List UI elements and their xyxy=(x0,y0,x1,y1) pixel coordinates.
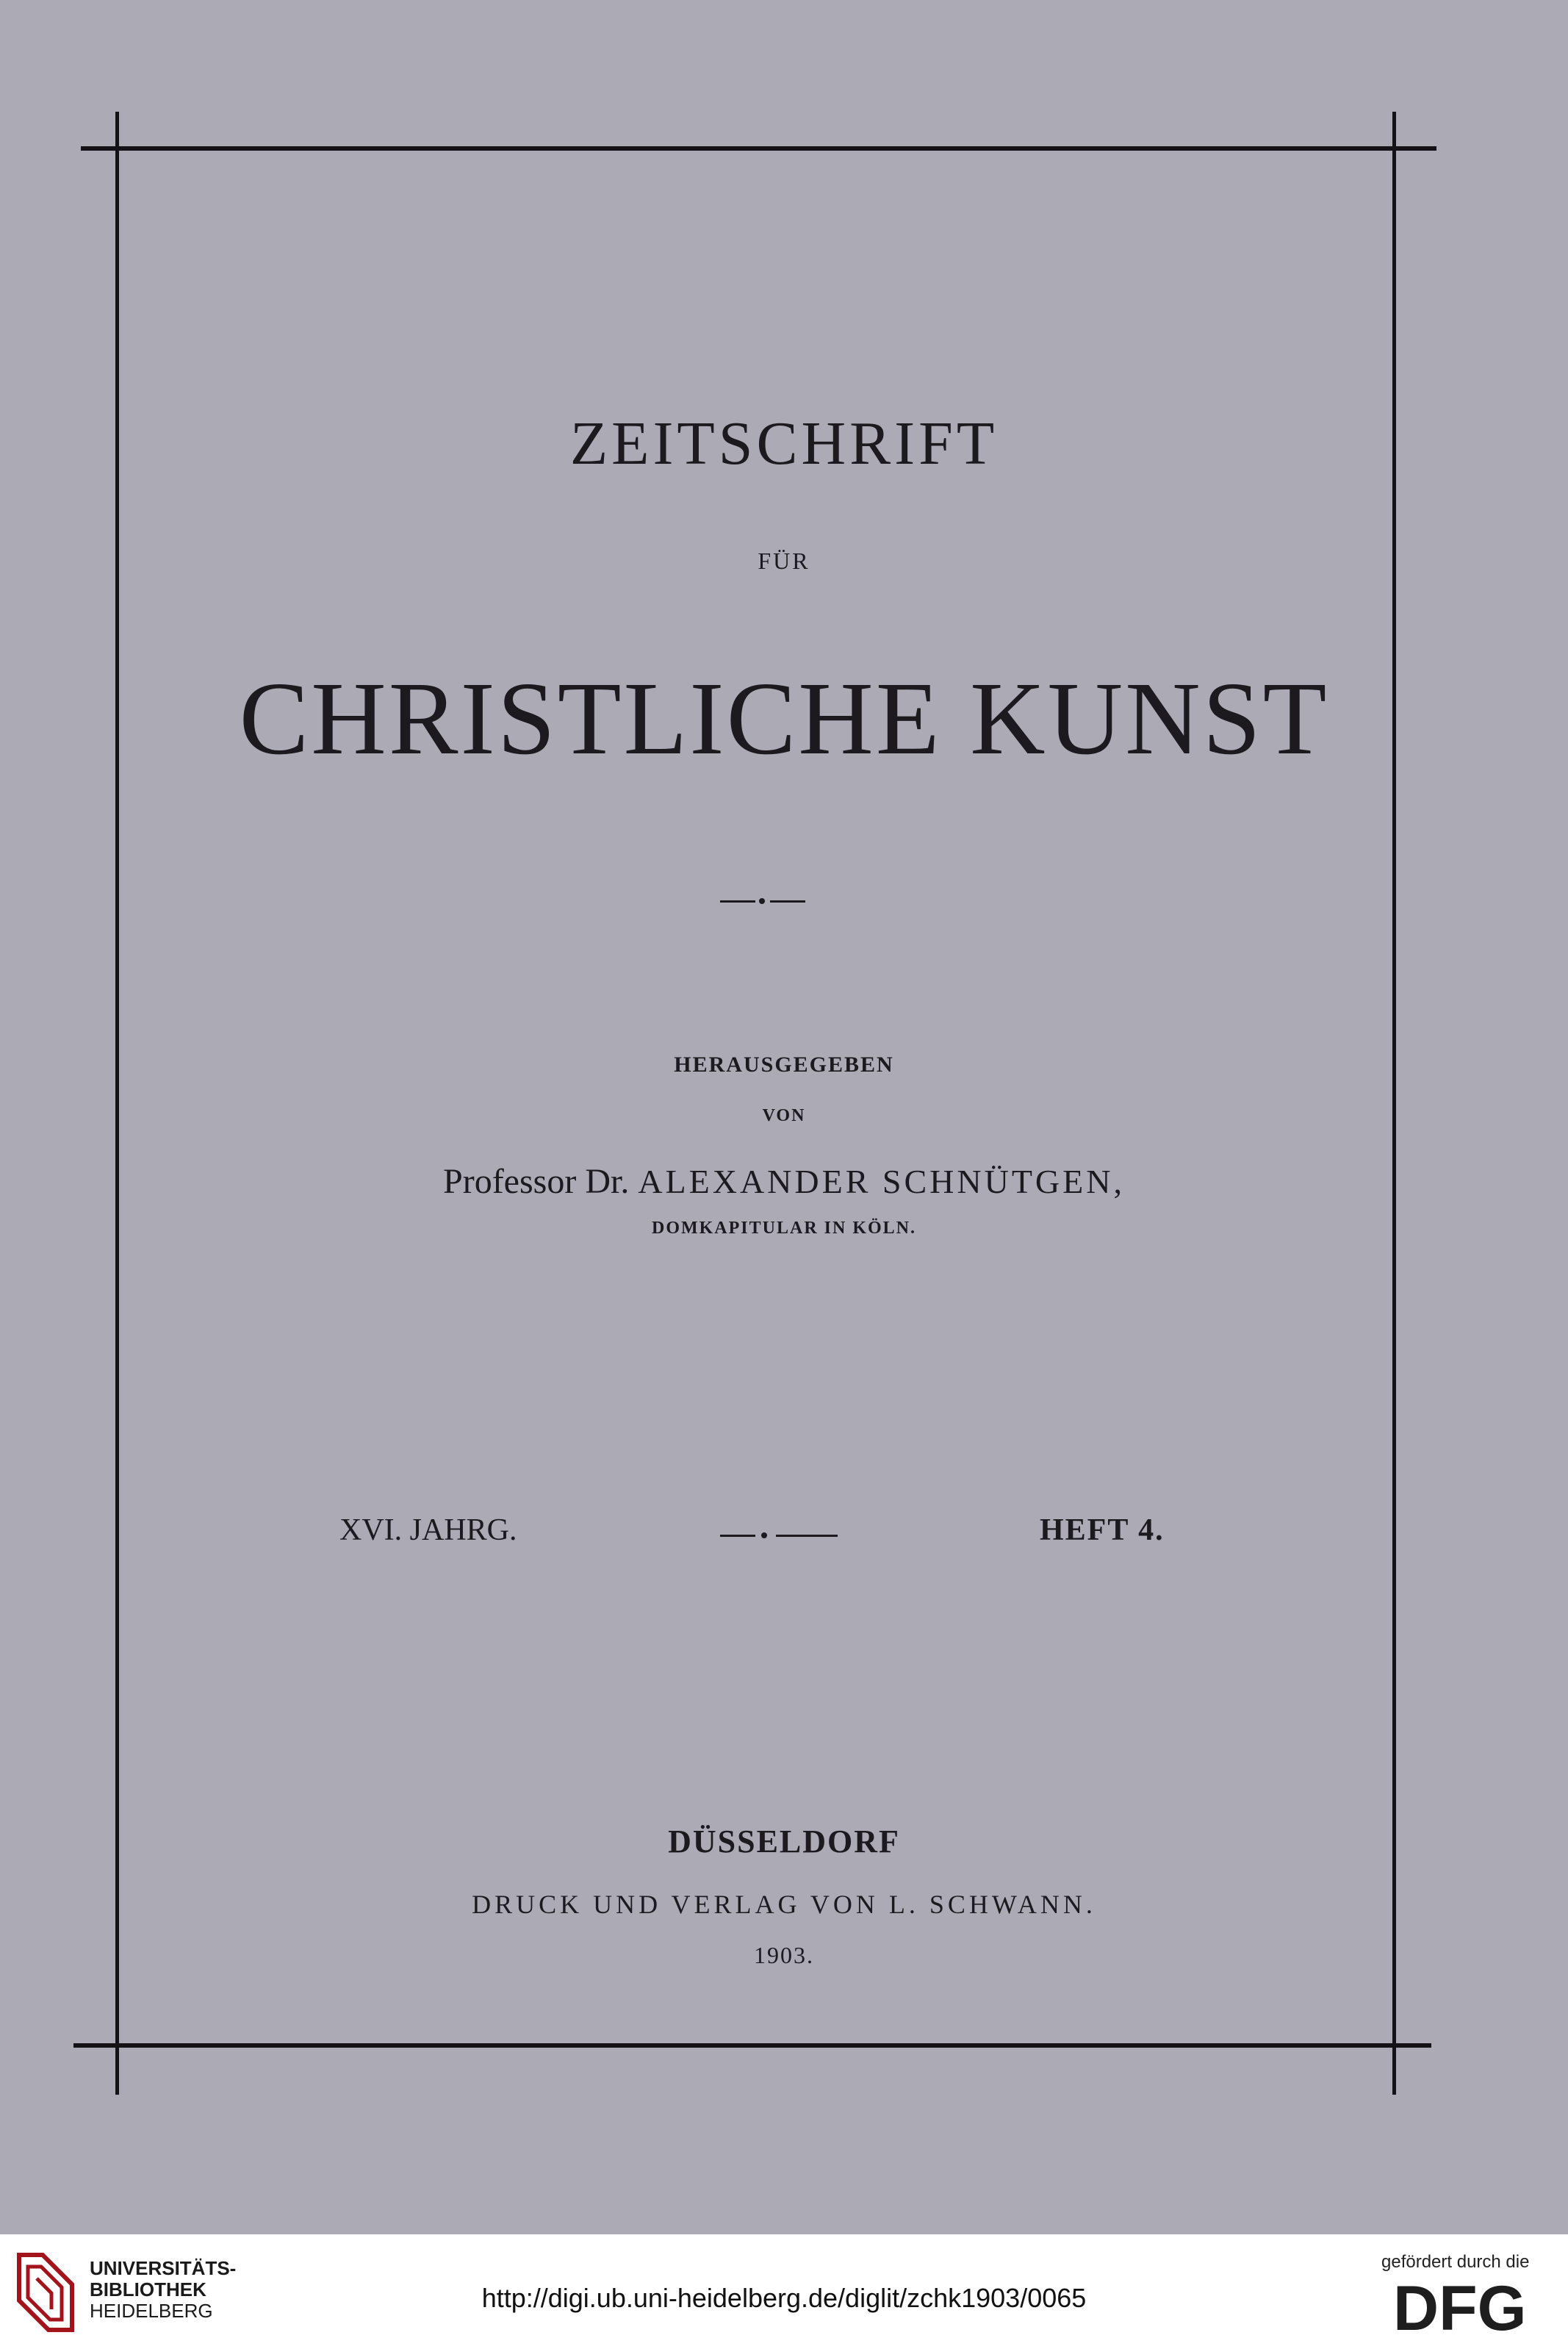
editor-role: DOMKAPITULAR IN KÖLN. xyxy=(651,1219,916,1238)
funder-caption: gefördert durch die xyxy=(1381,2252,1530,2272)
editor-von: VON xyxy=(762,1106,806,1125)
publication-year: 1903. xyxy=(754,1942,814,1968)
editor-line xyxy=(0,1161,1568,1202)
dfg-logo-icon xyxy=(1393,2278,1555,2337)
frame-bottom-line xyxy=(73,2043,1431,2048)
volume-label: XVI. JAHRG. xyxy=(339,1513,517,1547)
library-line1: UNIVERSITÄTS- xyxy=(90,2257,237,2279)
title-fur: FÜR xyxy=(758,548,810,574)
editor-prefix: Professor Dr. xyxy=(443,1162,630,1201)
library-line2: BIBLIOTHEK xyxy=(90,2278,206,2300)
title-christliche-kunst: CHRISTLICHE KUNST xyxy=(239,660,1329,776)
dfg-logo-text: DFG xyxy=(1393,2278,1527,2337)
title-zeitschrift: ZEITSCHRIFT xyxy=(569,409,999,478)
publisher-line: DRUCK UND VERLAG VON L. SCHWANN. xyxy=(472,1890,1096,1919)
source-url-link[interactable]: http://digi.ub.uni-heidelberg.de/diglit/zchk1903/0065 xyxy=(481,2283,1087,2313)
issue-label: HEFT 4. xyxy=(1040,1513,1165,1547)
frame-top-line xyxy=(81,146,1436,151)
publication-place: DÜSSELDORF xyxy=(668,1823,900,1860)
library-line3: HEIDELBERG xyxy=(90,2300,213,2322)
editor-intro: HERAUSGEGEBEN xyxy=(674,1052,894,1077)
editor-name: ALEXANDER SCHNÜTGEN, xyxy=(638,1163,1125,1200)
